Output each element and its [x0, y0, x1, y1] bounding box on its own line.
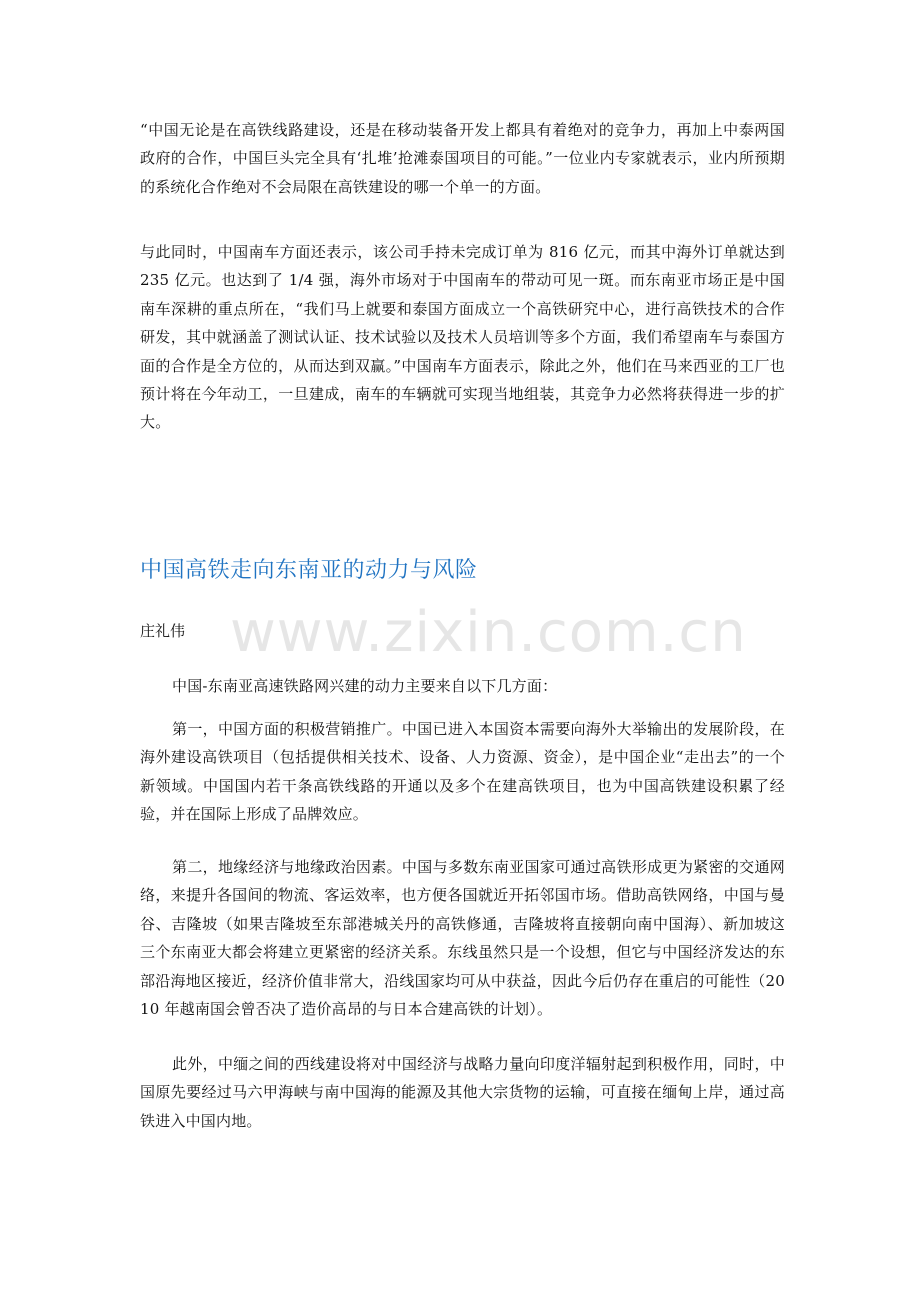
section-title: 中国高铁走向东南亚的动力与风险	[140, 558, 478, 583]
paragraph-additional-factor: 此外，中缅之间的西线建设将对中国经济与战略力量向印度洋辐射起到积极作用，同时，中国原先要经过马六甲海峡与南中国海的能源及其他大宗货物的运输，可直接在缅甸上岸，通过高铁进入中国内地。	[140, 1055, 785, 1130]
paragraph-second-factor: 第二，地缘经济与地缘政治因素。中国与多数东南亚国家可通过高铁形成更为紧密的交通网络，来提升各国间的物流、客运效率，也方便各国就近开拓邻国市场。借助高铁网络，中国与曼谷、吉隆坡（如果吉隆坡至东部港城关丹的高铁修通，吉隆坡将直接朝向南中国海）、新加坡这三个东南亚大都会将建立更紧密的经济关系。东线虽然只是一个设想，但它与中国经济发达的东部沿海地区接近，经济价值非常大，沿线国家均可从中获益，因此今后仍存在重启的可能性（2010 年越南国会曾否决了造价高昂的与日本合建高铁的计划）。	[140, 858, 785, 1019]
paragraph-first-factor: 第一，中国方面的积极营销推广。中国已进入本国资本需要向海外大举输出的发展阶段，在海外建设高铁项目（包括提供相关技术、设备、人力资源、资金），是中国企业“走出去”的一个新领域。中国国内若干条高铁线路的开通以及多个在建高铁项目，也为中国高铁建设积累了经验，并在国际上形成了品牌效应。	[140, 720, 785, 824]
paragraph-expert-quote: “中国无论是在高铁线路建设，还是在移动装备开发上都具有着绝对的竞争力，再加上中泰两国政府的合作，中国巨头完全具有‘扎堆’抢滩泰国项目的可能。”一位业内专家就表示，业内所预期的系统化合作绝对不会局限在高铁建设的哪一个单一的方面。	[140, 121, 785, 196]
paragraph-intro: 中国-东南亚高速铁路网兴建的动力主要来自以下几方面：	[172, 677, 558, 695]
author-name: 庄礼伟	[140, 622, 186, 640]
paragraph-csr-orders: 与此同时，中国南车方面还表示，该公司手持未完成订单为 816 亿元，而其中海外订单就达到 235 亿元。也达到了 1/4 强，海外市场对于中国南车的带动可见一斑。而东南亚市场正是中国南车深耕的重点所在，“我们马上就要和泰国方面成立一个高铁研究中心，进行高铁技术的合作研发，其中就涵盖了测试认证、技术试验以及技术人员培训等多个方面，我们希望南车与泰国方面的合作是全方位的，从而达到双赢。”中国南车方面表示，除此之外，他们在马来西亚的工厂也预计将在今年动工，一旦建成，南车的车辆就可实现当地组装，其竞争力必然将获得进一步的扩大。	[140, 243, 785, 432]
watermark: www.zixin.com.cn	[230, 600, 747, 665]
